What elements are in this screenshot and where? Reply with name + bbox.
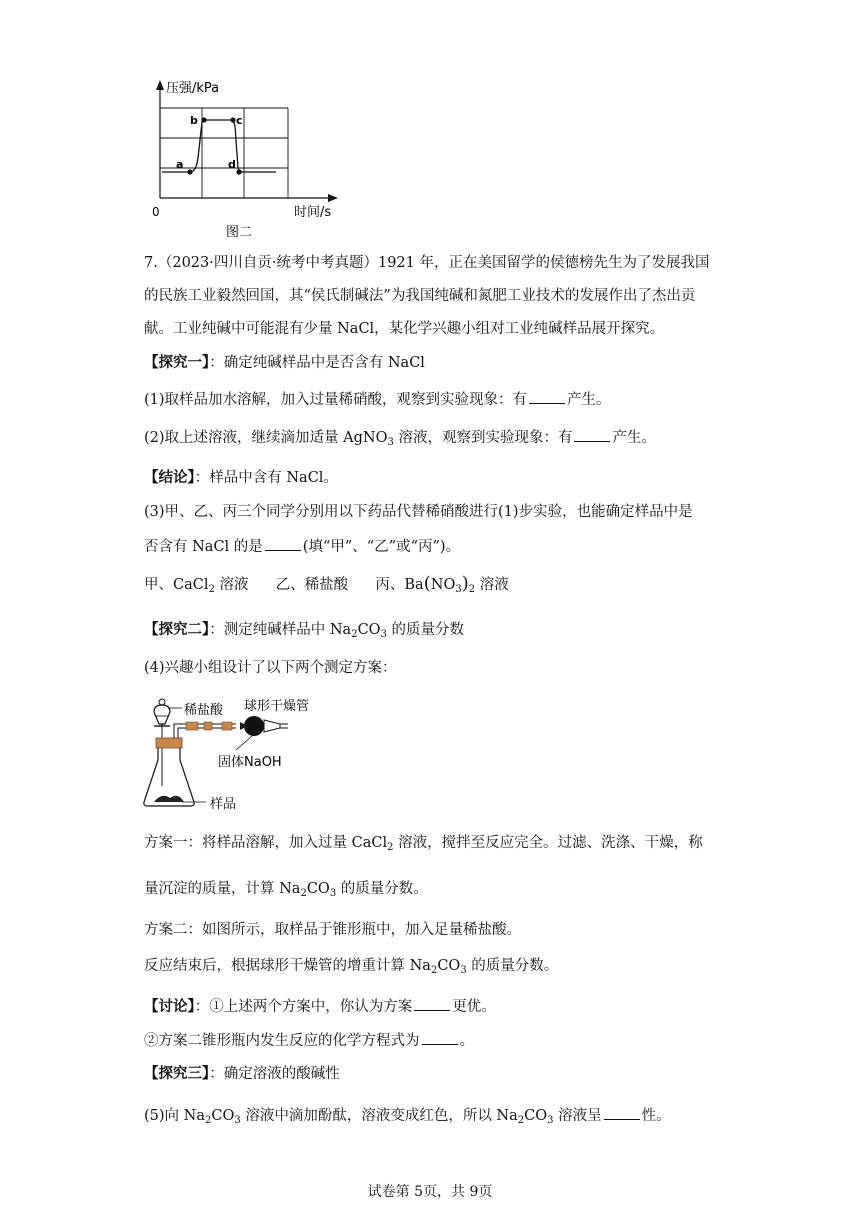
option-jia: 甲、CaCl$_2$ 溶液 (144, 577, 249, 595)
conclusion-text: ：样品中含有 NaCl。 (194, 470, 338, 486)
question-1 (144, 389, 611, 410)
label-acid: 稀盐酸 (184, 703, 224, 718)
q2-answer-blank[interactable] (574, 427, 610, 442)
explore2-text: ：测定纯碱样品中 Na (209, 622, 352, 638)
d2-answer-blank[interactable] (422, 1030, 458, 1045)
explore2-title: 【探究二】 (144, 621, 210, 638)
q3-answer-blank[interactable] (265, 536, 301, 551)
question-source: （2023·四川自贡·统考中考真题） (157, 255, 378, 271)
question-intro-line-3: 献。工业纯碱中可能混有少量 NaCl，某化学兴趣小组对工业纯碱样品展开探究。 (144, 321, 665, 337)
question-3-options (144, 574, 509, 600)
point-d (236, 169, 241, 174)
label-d: d (228, 158, 236, 171)
y-axis-label: 压强/kPa (166, 81, 220, 96)
point-b (201, 117, 206, 122)
discussion-2: ②方案二锥形瓶内发生反应的化学方程式为 。 (144, 1030, 474, 1051)
q2-text-end: 产生。 (612, 430, 656, 446)
point-c (230, 117, 235, 122)
graph-grid (160, 108, 288, 198)
question-5: (5)向 $Na_2CO_3$ 溶液中滴加酚酞，溶液变成红色，所以 $Na_2CO_3$ 溶液呈 性。 (144, 1105, 671, 1131)
discussion-title: 【讨论】 (144, 998, 195, 1015)
apparatus-diagram (140, 690, 360, 818)
discussion-1: 【讨论】：①上述两个方案中，你认为方案 更优。 (144, 998, 496, 1015)
q1-text: (1)取样品加水溶解，加入过量稀硝酸，观察到实验现象：有 (144, 392, 528, 408)
option-yi: 乙、稀盐酸 (275, 577, 349, 593)
q3-text-end: (填“甲”、“乙”或“丙”)。 (302, 539, 461, 555)
label-a: a (176, 158, 184, 171)
explore1-title: 【探究一】 (144, 354, 210, 371)
label-c: c (236, 114, 243, 127)
option-bing: 丙、$Ba(NO_3)_2$ 溶液 (375, 573, 509, 595)
plan1-line-1: 方案一：将样品溶解，加入过量 CaCl$_2$ 溶液，搅拌至反应完全。过滤、洗涤、干燥，称 (144, 835, 703, 853)
intro-text-1: 1921 年，正在美国留学的侯德榜先生为了发展我国 (377, 255, 710, 271)
page-footer: 试卷第 5页，共 9页 (367, 1184, 493, 1200)
q1-text-end: 产生。 (567, 392, 611, 408)
label-drying-tube: 球形干燥管 (244, 699, 310, 714)
question-3-line-1: (3)甲、乙、丙三个同学分别用以下药品代替稀硝酸进行(1)步实验，也能确定样品中是 (144, 504, 693, 520)
q2-text: (2)取上述溶液，继续滴加适量 AgNO (144, 430, 388, 446)
label-naoh: 固体NaOH (218, 755, 282, 770)
plan2-line-2: 反应结束后，根据球形干燥管的增重计算 $Na_2CO_3$ 的质量分数。 (144, 958, 559, 976)
q3-text: 否含有 NaCl 的是 (144, 539, 263, 555)
question-intro-line-1 (144, 253, 709, 273)
d1-answer-blank[interactable] (414, 996, 450, 1011)
explore1-text: ：确定纯碱样品中是否含有 NaCl (209, 355, 425, 371)
conclusion-title: 【结论】 (144, 469, 195, 486)
plan2-line-1: 方案二：如图所示，取样品于锥形瓶中，加入足量稀盐酸。 (144, 922, 521, 938)
label-b: b (190, 114, 198, 127)
question-3-line-2 (144, 536, 460, 557)
x-axis-label: 时间/s (294, 205, 332, 220)
question-2 (144, 427, 656, 453)
label-sample: 样品 (210, 797, 237, 812)
explore1-heading (144, 353, 425, 373)
q2-subscript: 3 (387, 437, 394, 448)
q2-text-mid: 溶液，观察到实验现象：有 (393, 430, 573, 446)
figure-caption: 图二 (226, 225, 253, 240)
explore3-heading: 【探究三】：确定溶液的酸碱性 (144, 1065, 340, 1082)
origin-label: 0 (152, 205, 160, 219)
q5-answer-blank[interactable] (604, 1105, 640, 1120)
conclusion (144, 468, 338, 488)
plan1-line-2: 量沉淀的质量，计算 $Na_2CO_3$ 的质量分数。 (144, 881, 428, 899)
explore2-heading: 【探究二】：测定纯碱样品中 $Na_2CO_3$ 的质量分数 (144, 621, 465, 640)
q1-answer-blank[interactable] (529, 389, 565, 404)
pressure-time-graph (140, 70, 350, 240)
question-intro-line-2: 的民族工业毅然回国，其“侯氏制碱法”为我国纯碱和氮肥工业技术的发展作出了杰出贡 (144, 288, 696, 304)
question-4: (4)兴趣小组设计了以下两个测定方案： (144, 660, 397, 676)
point-a (187, 169, 192, 174)
question-number: 7. (144, 255, 158, 271)
explore3-title: 【探究三】 (144, 1065, 210, 1082)
